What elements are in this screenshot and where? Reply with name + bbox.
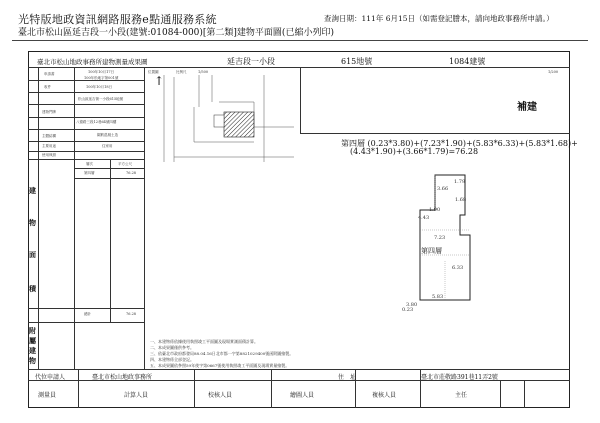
dim-4-43: 4.43 — [418, 215, 430, 221]
row-value-application-no: 100年松地字第001號 — [84, 76, 119, 80]
left-char-5: 附 — [29, 326, 36, 335]
row-line — [28, 308, 144, 309]
area-floor-label: 第四層 — [84, 171, 95, 175]
left-char-1: 建 — [29, 186, 36, 195]
dim-1-68: 1.68 — [455, 197, 467, 203]
row-value-land: 松山區延吉街一小段615地號 — [78, 97, 124, 101]
building-no: 1084建號 — [449, 57, 486, 66]
dim-5-83: 5.83 — [432, 294, 444, 300]
area-formula-line1: 第四層 (0.23*3.80)+(7.23*1.90)+(5.83*6.33)+(5.83*1.68)+ — [341, 139, 578, 148]
row-label-address: 建物門牌 — [42, 110, 56, 114]
left-char-4: 積 — [29, 284, 36, 293]
row-label-license: 使用執照 — [42, 153, 56, 157]
left-char-3: 面 — [29, 250, 36, 259]
north-arrow-icon: ↑ — [154, 74, 165, 88]
left-char-8: 物 — [29, 356, 36, 365]
row-value-usage: 住家用 — [102, 144, 113, 148]
form-title: 臺北市松山地政事務所建物測量成果圖 — [37, 58, 148, 66]
system-title: 光特版地政資訊網路服務e點通服務系統 — [18, 13, 217, 26]
row-line — [28, 117, 144, 118]
row-line — [28, 159, 144, 160]
area-total-value: 76.28 — [126, 312, 137, 316]
row-label-usage: 主要用途 — [42, 144, 56, 148]
row-line — [28, 92, 144, 93]
row-line — [28, 141, 144, 142]
row-label-application: 申請書 — [44, 72, 55, 76]
area-total-label: 總計 — [84, 312, 91, 316]
notes-bottom-line — [28, 369, 570, 370]
row-line — [28, 129, 144, 130]
area-column-line — [110, 159, 111, 322]
location-plan-bottom-border — [300, 133, 570, 134]
area-header-floor: 層次 — [86, 162, 93, 166]
row-line — [28, 322, 144, 323]
note-5: 五、本成果圖依參照59年使字第0667號使用執照竣工平面圖及現場實量繪製。 — [150, 363, 290, 368]
note-4: 四、本建物係全部登記。 — [150, 357, 194, 362]
area-formula-line2: (4.43*1.90)+(3.66*1.79)=76.28 — [350, 147, 479, 156]
left-char-6: 屬 — [29, 336, 36, 345]
scale-value: 1/500 — [198, 70, 209, 74]
scale-plan: 1/200 — [548, 70, 559, 74]
document-subtitle: 臺北市松山區延吉段一小段(建號:01084-000)[第二類]建物平面圖(已縮小列印) — [18, 28, 334, 38]
calculator-label: 計算人員 — [124, 392, 149, 399]
location-plan-map — [144, 67, 300, 167]
parcel-no: 615地號 — [341, 57, 373, 66]
table-label-line — [74, 67, 75, 369]
row-line — [28, 151, 144, 152]
dim-1-79: 1.79 — [454, 179, 466, 185]
row-value-receipt-date: 100年10月18日 — [86, 85, 113, 89]
agent-value: 臺北市松山地政事務所 — [92, 374, 153, 381]
floor-plan-drawing — [395, 160, 505, 320]
surveyor-label: 測量員 — [38, 392, 57, 399]
row-line — [28, 104, 144, 105]
bottom-col-line — [78, 369, 79, 408]
note-3: 三、依臺北市政府都發局88.04.16日北市都一字第8821029400號函附圖繪製。 — [150, 351, 294, 356]
target-building-hatch — [224, 112, 254, 137]
address-value: 臺北市莊敬路391巷11弄2號 — [421, 374, 498, 381]
dim-7-23: 7.23 — [434, 235, 446, 241]
row-label-structure: 主體結構 — [42, 134, 56, 138]
bottom-col-line — [194, 369, 195, 408]
row-line — [74, 168, 144, 169]
agent-label: 代位申請人 — [35, 374, 66, 381]
note-1: 一、本建物係依據使用執照竣工平面圖及現場實測面積計算。 — [150, 339, 258, 344]
bottom-col-line — [500, 380, 501, 408]
plan-floor-label: 第四層 — [421, 247, 442, 255]
reviewer-label: 複核人員 — [372, 392, 397, 399]
location-plan-right-border — [300, 67, 301, 133]
table-left-line — [38, 67, 39, 369]
checker-label: 校核人員 — [208, 392, 233, 399]
address-label: 住 址 — [338, 374, 357, 381]
dim-1-90: 1.90 — [429, 207, 441, 213]
header-divider — [12, 40, 588, 41]
section-name: 延吉段一小段 — [227, 57, 275, 66]
dim-3-80: 3.80 — [406, 302, 418, 308]
drafter-label: 繪圖人員 — [290, 392, 315, 399]
dim-6-33: 6.33 — [452, 265, 464, 271]
area-header-unit: 平方公尺 — [118, 162, 132, 166]
dim-3-66: 3.66 — [437, 186, 449, 192]
note-2: 二、本成果圖僅供參考。 — [150, 345, 194, 350]
row-line — [74, 178, 144, 179]
chief-label: 主任 — [455, 392, 468, 399]
dim-0-23: 0.23 — [402, 307, 414, 313]
bottom-col-line — [524, 380, 525, 408]
row-value-application-date: 100年10月17日 — [88, 70, 115, 74]
supplement-label: 補建 — [517, 102, 537, 113]
area-floor-value: 76.28 — [126, 171, 137, 175]
left-char-7: 建 — [29, 346, 36, 355]
query-date: 查詢日期：111年 6月15日（如需登記謄本，請向地政事務所申請。） — [324, 14, 554, 23]
scale-label: 比例尺 — [176, 70, 187, 74]
row-value-address: 八德路三段12巷64號四樓 — [76, 120, 117, 124]
bottom-col-line — [271, 369, 272, 408]
location-plan-label: 位置圖 — [148, 70, 159, 74]
row-label-receipt: 收件 — [44, 85, 51, 89]
row-value-structure: 鋼筋混凝土造 — [97, 133, 118, 137]
left-char-2: 物 — [29, 218, 36, 227]
